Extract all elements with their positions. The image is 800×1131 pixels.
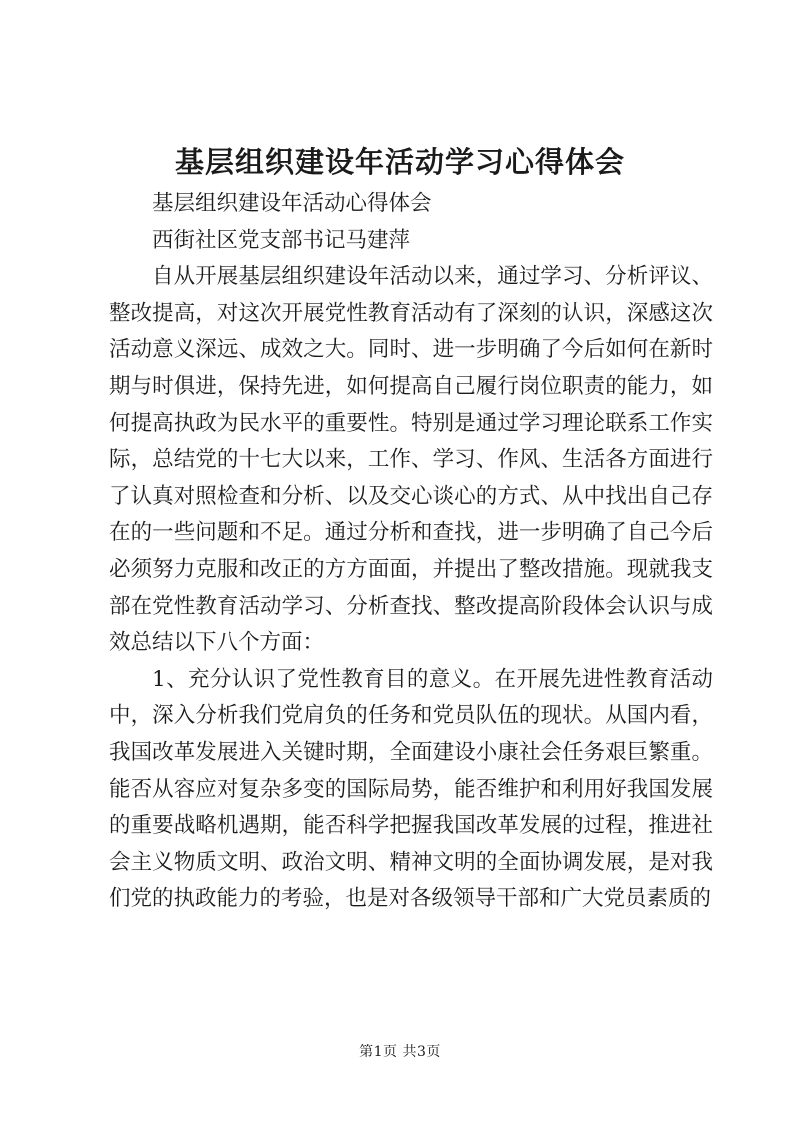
- body-paragraph-2: 1、充分认识了党性教育目的意义。在开展先进性教育活动中，深入分析我们党肩负的任务和党员队伍的现状。从国内看，我国改革发展进入关键时期，全面建设小康社会任务艰巨繁重。能否从容应对复杂多变的国际局势，能否维护和利用好我国发展的重要战略机遇期，能否科学把握我国改革发展的过程，推进社会主义物质文明、政治文明、精神文明的全面协调发展，是对我们党的执政能力的考验，也是对各级领导干部和广大党员素质的: [109, 666, 713, 912]
- author-line: 西街社区党支部书记马建萍: [152, 227, 411, 253]
- document-body: [109, 186, 713, 918]
- page-indicator: 第1页 共3页: [359, 1044, 441, 1060]
- subtitle-line: 基层组织建设年活动心得体会: [152, 191, 432, 216]
- body-paragraph-1: 自从开展基层组织建设年活动以来，通过学习、分析评议、整改提高，对这次开展党性教育活动有了深刻的认识，深感这次活动意义深远、成效之大。同时、进一步明确了今后如何在新时期与时俱进，保持先进，如何提高自己履行岗位职责的能力，如何提高执政为民水平的重要性。特别是通过学习理论联系工作实际，总结党的十七大以来，工作、学习、作风、生活各方面进行了认真对照检查和分析、以及交心谈心的方式、从中找出自己存在的一些问题和不足。通过分析和查找，进一步明确了自己今后必须努力克服和改正的方方面面，并提出了整改措施。现就我支部在党性教育活动学习、分析查找、整改提高阶段体会认识与成效总结以下八个方面：: [109, 264, 713, 656]
- document-title: 基层组织建设年活动学习心得体会: [174, 145, 625, 179]
